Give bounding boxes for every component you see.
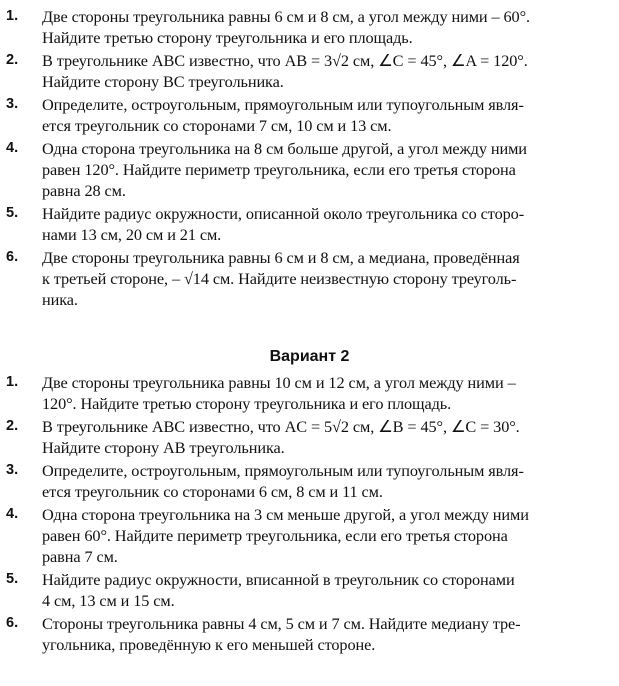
variant2-heading: Вариант 2 xyxy=(269,348,350,365)
problem-text-line: Две стороны треугольника равны 6 см и 8 см, а медиана, проведённая xyxy=(42,248,520,267)
problem-number: 4. xyxy=(6,506,19,522)
problem-text-line: ется треугольник со сторонами 6 см, 8 см и 11 см. xyxy=(42,482,383,501)
problem-text-line: Найдите сторону BC треугольника. xyxy=(42,72,284,91)
problem-text-line: равна 28 см. xyxy=(42,181,126,200)
problem-text-line: 120°. Найдите третью сторону треугольника и его площадь. xyxy=(42,394,452,413)
problem-item xyxy=(0,416,619,458)
problem-number: 1. xyxy=(6,374,19,390)
problem-item xyxy=(0,460,619,502)
problem-text-line: Найдите сторону AB треугольника. xyxy=(42,438,285,457)
problem-number: 3. xyxy=(6,462,19,478)
problem-text-line: угольника, проведённую к его меньшей стороне. xyxy=(42,635,376,654)
problem-number: 2. xyxy=(6,418,19,434)
problem-item xyxy=(0,569,619,611)
problem-item xyxy=(0,94,619,136)
problem-text-line: ется треугольник со сторонами 7 см, 10 см и 13 см. xyxy=(42,116,392,135)
problem-item xyxy=(0,372,619,414)
problem-number: 6. xyxy=(6,615,19,631)
problem-number: 5. xyxy=(6,571,19,587)
problem-number: 3. xyxy=(6,96,19,112)
problem-text-line: В треугольнике ABC известно, что AB = 3√2 см, ∠C = 45°, ∠A = 120°. xyxy=(42,51,528,70)
problem-text-line: В треугольнике ABC известно, что AC = 5√2 см, ∠B = 45°, ∠C = 30°. xyxy=(42,417,520,436)
problem-text-line: Определите, остроугольным, прямоугольным или тупоугольным явля- xyxy=(42,461,524,480)
problem-text-line: Две стороны треугольника равны 10 см и 12 см, а угол между ними – xyxy=(42,373,516,392)
problem-number: 1. xyxy=(6,8,19,24)
problem-text-line: ника. xyxy=(42,290,78,309)
problem-text-line: Найдите радиус окружности, описанной около треугольника со сторо- xyxy=(42,204,525,223)
problem-item xyxy=(0,203,619,245)
problem-number: 2. xyxy=(6,52,19,68)
problem-text-line: Стороны треугольника равны 4 см, 5 см и 7 см. Найдите медиану тре- xyxy=(42,614,521,633)
problem-text-line: Одна сторона треугольника на 3 см меньше другой, а угол между ними xyxy=(42,505,529,524)
problem-number: 6. xyxy=(6,249,19,265)
problem-text-line: Две стороны треугольника равны 6 см и 8 см, а угол между ними – 60°. xyxy=(42,7,530,26)
problem-text-line: 4 см, 13 см и 15 см. xyxy=(42,591,175,610)
problem-item xyxy=(0,6,619,48)
problem-text-line: Определите, остроугольным, прямоугольным или тупоугольным явля- xyxy=(42,95,524,114)
problem-text-line: нами 13 см, 20 см и 21 см. xyxy=(42,225,222,244)
problem-item xyxy=(0,504,619,567)
problem-item xyxy=(0,50,619,92)
problem-number: 5. xyxy=(6,205,19,221)
problem-text-line: Одна сторона треугольника на 8 см больше другой, а угол между ними xyxy=(42,139,527,158)
problem-number: 4. xyxy=(6,140,19,156)
problem-item xyxy=(0,613,619,655)
problem-text-line: равен 60°. Найдите периметр треугольника, если его третья сторона xyxy=(42,526,508,545)
problem-text-line: равен 120°. Найдите периметр треугольника, если его третья сторона xyxy=(42,160,516,179)
problem-text-line: равна 7 см. xyxy=(42,547,118,566)
problem-item xyxy=(0,138,619,201)
problem-text-line: к третьей стороне, – √14 см. Найдите неизвестную сторону треуголь- xyxy=(42,269,517,288)
problem-item xyxy=(0,247,619,310)
problem-text-line: Найдите третью сторону треугольника и его площадь. xyxy=(42,28,413,47)
problem-text-line: Найдите радиус окружности, вписанной в треугольник со сторонами xyxy=(42,570,515,589)
